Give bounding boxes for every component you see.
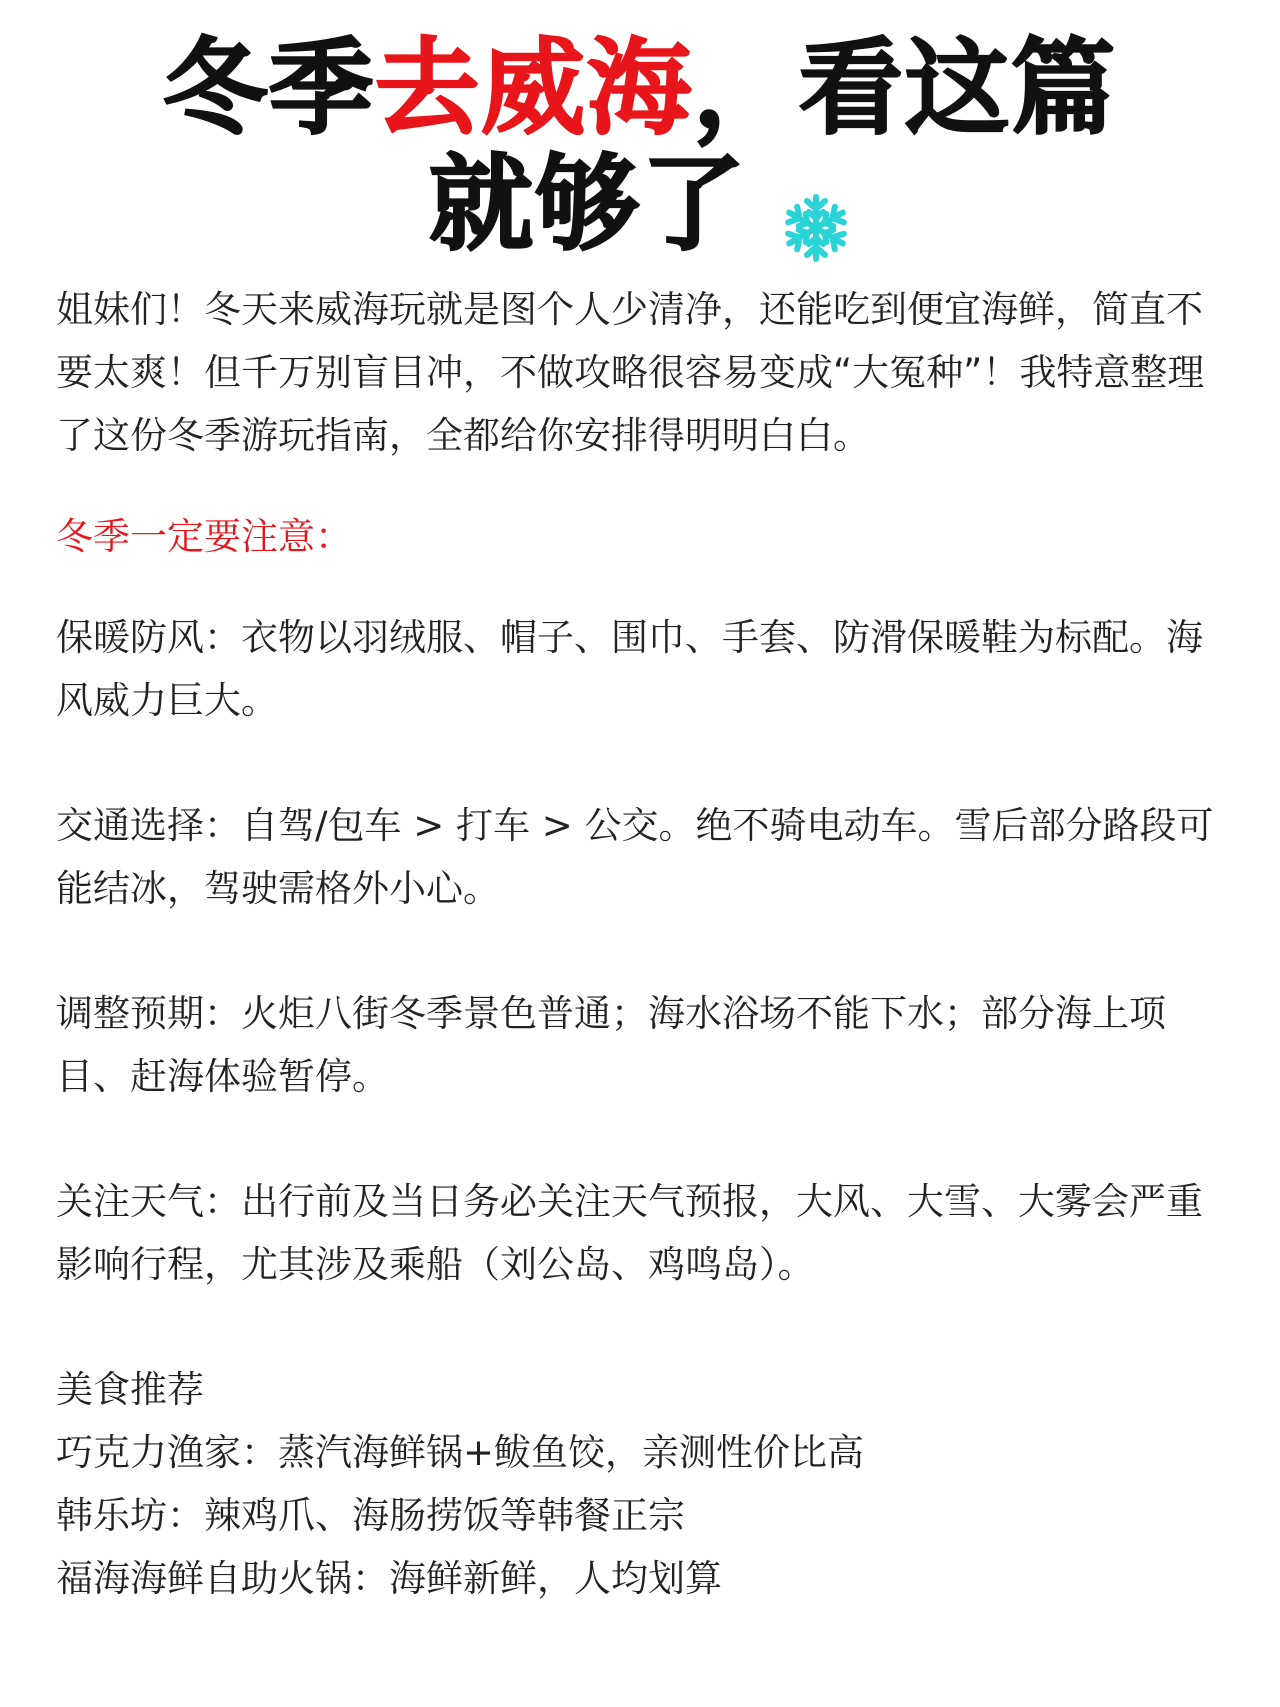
title-line-1 <box>0 27 1280 149</box>
intro-paragraph: 姐妹们！冬天来威海玩就是图个人少清净，还能吃到便宜海鲜，简直不要太爽！但千万别盲目冲，不做攻略很容易变成“大冤种”！我特意整理了这份冬季游玩指南，全都给你安排得明明白白。 <box>56 288 1205 457</box>
notice-heading: 冬季一定要注意： <box>56 515 352 558</box>
food-heading: 美食推荐 <box>56 1368 204 1411</box>
page-title <box>0 27 1280 265</box>
food-item: 福海海鲜自助火锅：海鲜新鲜，人均划算 <box>56 1557 722 1600</box>
tip-transport: 交通选择：自驾/包车 > 打车 > 公交。绝不骑电动车。雪后部分路段可能结冰，驾驶需格外小心。 <box>56 804 1214 910</box>
food-item: 韩乐坊：辣鸡爪、海肠捞饭等韩餐正宗 <box>56 1494 685 1537</box>
tip-weather: 关注天气：出行前及当日务必关注天气预报，大风、大雪、大雾会严重影响行程，尤其涉及乘船（刘公岛、鸡鸣岛）。 <box>56 1180 1203 1286</box>
tip-expectation: 调整预期：火炬八街冬季景色普通；海水浴场不能下水；部分海上项目、赶海体验暂停。 <box>56 992 1166 1098</box>
title-line-2 <box>0 143 1280 265</box>
title-part-2: ，看这篇 <box>693 27 1118 149</box>
food-item: 巧克力渔家：蒸汽海鲜锅+鲅鱼饺，亲测性价比高 <box>56 1431 865 1474</box>
title-highlight: 去威海 <box>374 27 693 149</box>
tip-warmth: 保暖防风：衣物以羽绒服、帽子、围巾、手套、防滑保暖鞋为标配。海风威力巨大。 <box>56 616 1203 722</box>
title-part-3: 就够了 <box>428 143 747 265</box>
snowflake-icon <box>781 169 851 239</box>
title-part-1: 冬季 <box>162 27 375 149</box>
article-body <box>56 278 1226 1610</box>
